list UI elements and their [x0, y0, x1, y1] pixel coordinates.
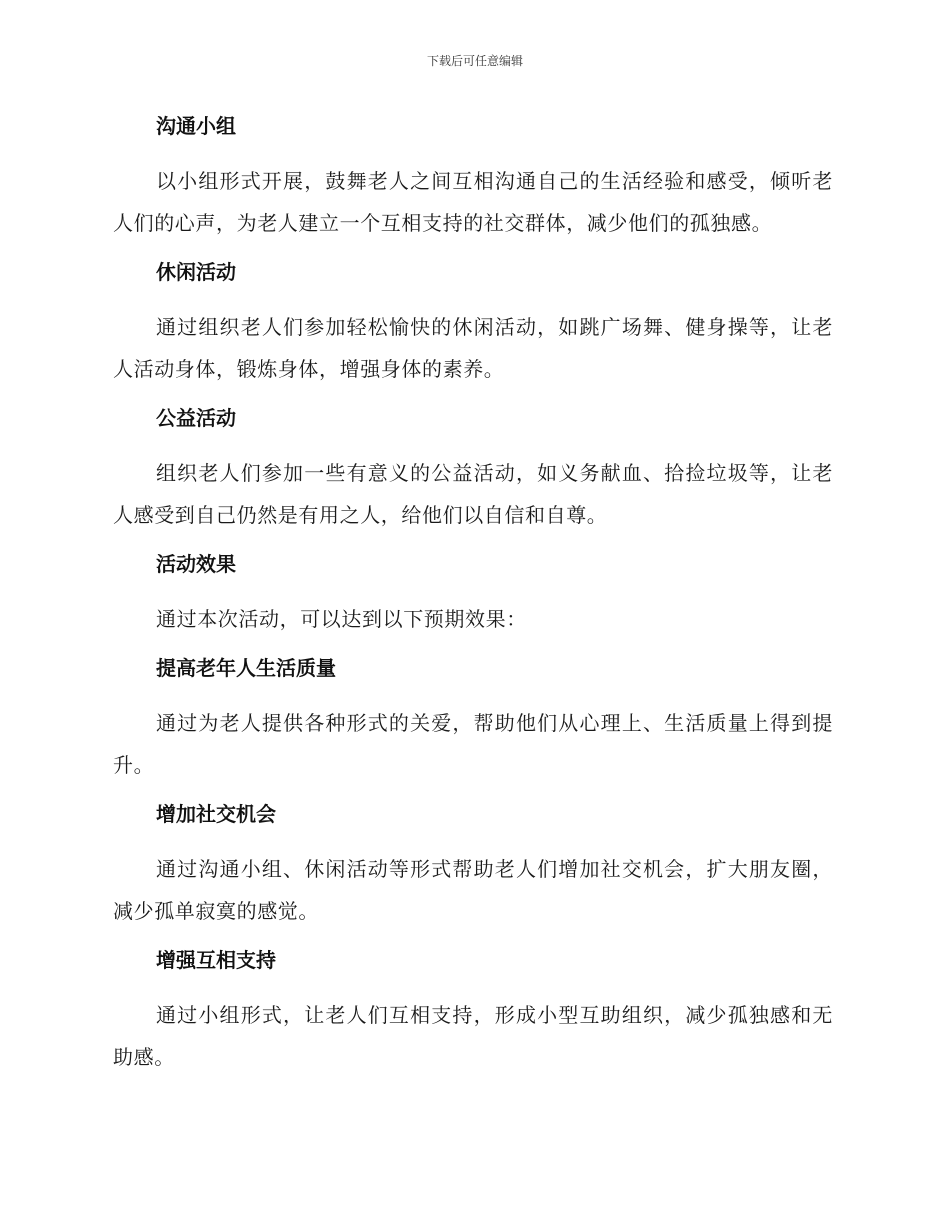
section-heading-charity-activities: 公益活动 [156, 406, 236, 430]
section-body-communication-group: 以小组形式开展，鼓舞老人之间互相沟通自己的生活经验和感受，倾听老人们的心声，为老人建立一个互相支持的社交群体，减少他们的孤独感。 [113, 169, 833, 235]
section-body-quality-of-life: 通过为老人提供各种形式的关爱，帮助他们从心理上、生活质量上得到提升。 [113, 711, 833, 777]
section-heading-leisure-activities: 休闲活动 [156, 260, 236, 284]
section-body-mutual-support: 通过小组形式，让老人们互相支持，形成小型互助组织，减少孤独感和无助感。 [113, 1003, 833, 1069]
section-body-leisure-activities: 通过组织老人们参加轻松愉快的休闲活动，如跳广场舞、健身操等，让老人活动身体，锻炼身体，增强身体的素养。 [113, 315, 833, 381]
section-heading-activity-effects: 活动效果 [156, 552, 236, 576]
document-body [113, 108, 833, 1088]
section-heading-social-opportunities: 增加社交机会 [156, 802, 276, 826]
page-header: 下载后可任意编辑 [426, 54, 523, 68]
section-body-activity-effects: 通过本次活动，可以达到以下预期效果： [156, 607, 527, 631]
section-heading-communication-group: 沟通小组 [156, 114, 236, 138]
section-heading-mutual-support: 增强互相支持 [156, 948, 276, 972]
section-body-charity-activities: 组织老人们参加一些有意义的公益活动，如义务献血、拾捡垃圾等，让老人感受到自己仍然是有用之人，给他们以自信和自尊。 [113, 461, 833, 527]
section-heading-quality-of-life: 提高老年人生活质量 [156, 656, 336, 680]
section-body-social-opportunities: 通过沟通小组、休闲活动等形式帮助老人们增加社交机会，扩大朋友圈，减少孤单寂寞的感觉。 [113, 857, 833, 923]
